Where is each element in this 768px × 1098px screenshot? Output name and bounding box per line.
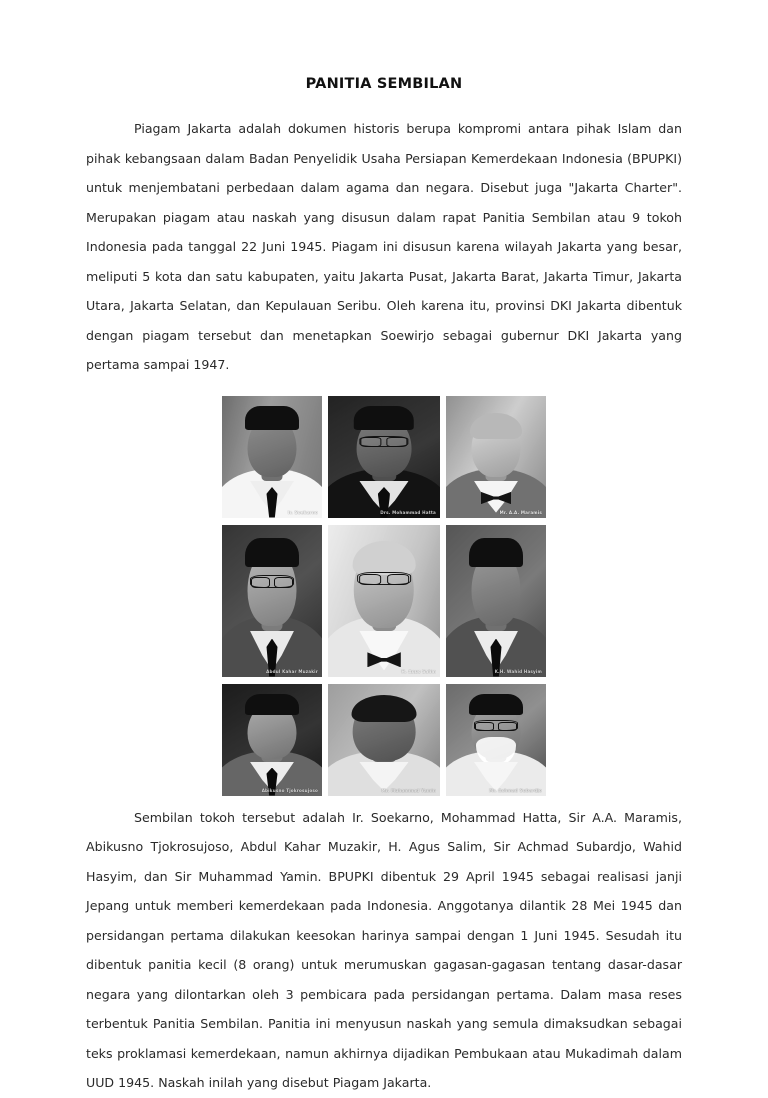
portrait-figure bbox=[446, 684, 546, 796]
portrait-figure bbox=[328, 684, 440, 796]
portrait-figure bbox=[328, 525, 440, 677]
photo-caption: Mr. Achmad Subardjo bbox=[489, 787, 542, 793]
portrait-figure bbox=[446, 396, 546, 518]
paragraph-intro: Piagam Jakarta adalah dokumen historis berupa kompromi antara pihak Islam dan pihak kebangsaan dalam Badan Penyelidik Usaha Persiapan Kemerdekaan Indonesia (BPUPKI) untuk menjembatani perbedaan dalam agama dan negara. Disebut juga "Jakarta Charter". Merupakan piagam atau naskah yang disusun dalam rapat Panitia Sembilan atau 9 tokoh Indonesia pada tanggal 22 Juni 1945. Piagam ini disusun karena wilayah Jakarta yang besar, meliputi 5 kota dan satu kabupaten, yaitu Jakarta Pusat, Jakarta Barat, Jakarta Timur, Jakarta Utara, Jakarta Selatan, dan Kepulauan Seribu. Oleh karena itu, provinsi DKI Jakarta dibentuk dengan piagam tersebut dan menetapkan Soewirjo sebagai gubernur DKI Jakarta yang pertama sampai 1947. bbox=[86, 121, 682, 372]
photo-cell bbox=[446, 525, 546, 677]
photo-cell bbox=[328, 525, 440, 677]
photo-caption: Abikusno Tjokrosujoso bbox=[261, 787, 318, 793]
photo-caption: Mr. Muhammad Yamin bbox=[381, 787, 436, 793]
portrait-figure bbox=[222, 684, 322, 796]
photo-cell bbox=[222, 684, 322, 796]
photo-caption: Drs. Mohammad Hatta bbox=[380, 509, 436, 515]
photo-cell bbox=[328, 684, 440, 796]
photo-caption: Mr. A.A. Maramis bbox=[499, 509, 542, 515]
portrait-figure bbox=[328, 396, 440, 518]
photo-cell bbox=[446, 396, 546, 518]
photo-cell bbox=[222, 396, 322, 518]
page-title: PANITIA SEMBILAN bbox=[305, 76, 463, 92]
portrait-photo-grid bbox=[222, 396, 546, 796]
photo-cell bbox=[328, 396, 440, 518]
portrait-figure bbox=[446, 525, 546, 677]
photo-caption: K.H. Wahid Hasyim bbox=[494, 668, 542, 674]
photo-cell bbox=[222, 525, 322, 677]
photo-caption: Ir. Soekarno bbox=[287, 509, 318, 515]
photo-cell bbox=[446, 684, 546, 796]
portrait-figure bbox=[222, 525, 322, 677]
portrait-figure bbox=[222, 396, 322, 518]
photo-caption: Abdul Kahar Muzakir bbox=[266, 668, 318, 674]
photo-caption: H. Agus Salim bbox=[401, 668, 436, 674]
paragraph-closing: Sembilan tokoh tersebut adalah Ir. Soekarno, Mohammad Hatta, Sir A.A. Maramis, Abikusno Tjokrosujoso, Abdul Kahar Muzakir, H. Agus Salim, Sir Achmad Subardjo, Wahid Hasyim, dan Sir Muhammad Yamin. BPUPKI dibentuk 29 April 1945 sebagai realisasi janji Jepang untuk memberi kemerdekaan pada Indonesia. Anggotanya dilantik 28 Mei 1945 dan persidangan pertama dilakukan keesokan harinya sampai dengan 1 Juni 1945. Sesudah itu dibentuk panitia kecil (8 orang) untuk merumuskan gagasan-gagasan tentang dasar-dasar negara yang dilontarkan oleh 3 pembicara pada persidangan pertama. Dalam masa reses terbentuk Panitia Sembilan. Panitia ini menyusun naskah yang semula dimaksudkan sebagai teks proklamasi kemerdekaan, namun akhirnya dijadikan Pembukaan atau Mukadimah dalam UUD 1945. Naskah inilah yang disebut Piagam Jakarta. bbox=[86, 809, 682, 1090]
